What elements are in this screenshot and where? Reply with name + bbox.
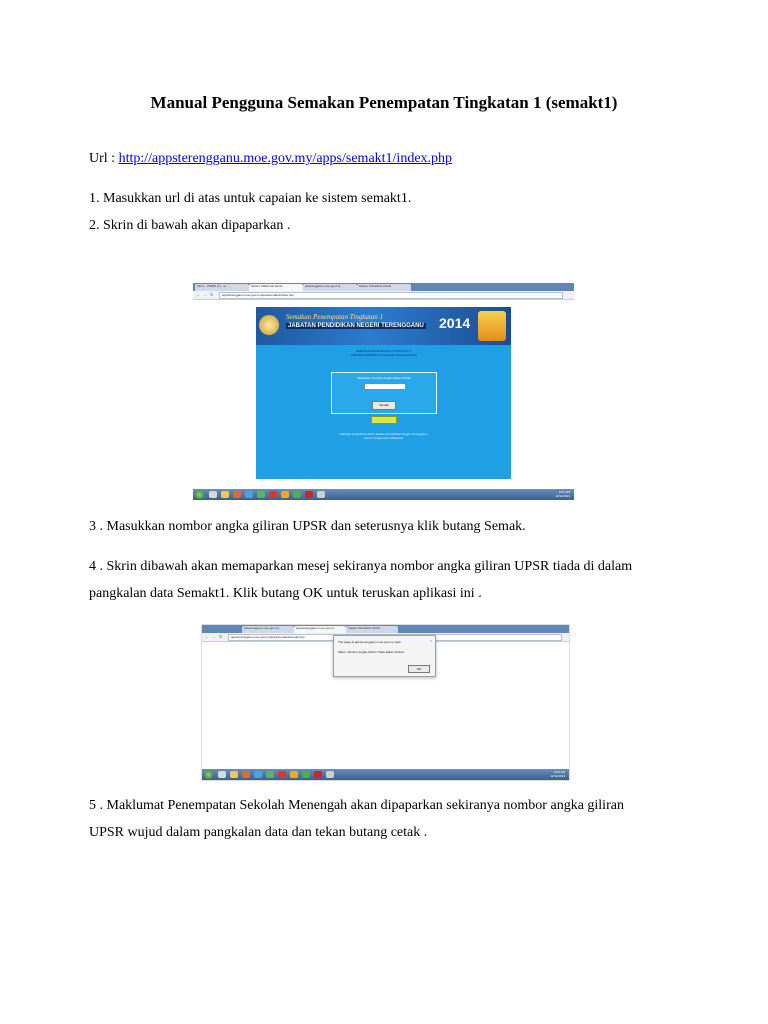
form-heading — [256, 349, 511, 357]
ie-icon[interactable] — [209, 491, 217, 498]
browser-tab[interactable]: Sistem Kehadiran Murid — [346, 626, 398, 633]
browser-tab-active[interactable]: appsterengganu.moe.gov.my — [294, 626, 346, 633]
step-4-continued: pangkalan data Semakt1. Klik butang OK untuk teruskan aplikasi ini . — [89, 586, 482, 601]
step-3: 3 . Masukkan nombor angka giliran UPSR dan seterusnya klik butang Semak. — [89, 519, 526, 534]
clock-time: 9:01 AM — [558, 490, 570, 494]
address-bar[interactable]: appsterengganu.moe.gov.my/apps/semakt1/index.php — [219, 292, 563, 299]
banner-subtitle: JABATAN PENDIDIKAN NEGERI TERENGGANU — [288, 323, 424, 329]
reload-icon[interactable]: ↻ — [219, 634, 223, 639]
taskbar-clock — [550, 770, 565, 778]
browser-tab-active[interactable]: Sistem Maklumat Murid — [249, 284, 303, 291]
footer-line-1: Hakcipta Terpelihara 2014 Jabatan Pendidikan Negeri Terengganu — [339, 432, 428, 436]
chrome-icon[interactable] — [302, 771, 310, 778]
semak-button[interactable]: Semak — [372, 401, 396, 410]
step-5: 5 . Maklumat Penempatan Sekolah Menengah akan dipaparkan sekiranya nombor angka giliran — [89, 798, 624, 813]
windows-taskbar — [202, 769, 569, 780]
ok-button[interactable]: OK — [408, 665, 430, 673]
clock-date: 12/11/2013 — [555, 494, 570, 498]
form-heading-1: SEMAKAN PENEMPATAN TINGKATAN 1 — [355, 349, 412, 353]
media-player-icon[interactable] — [233, 491, 241, 498]
step-1: 1. Masukkan url di atas untuk capaian ke sistem semakt1. — [89, 191, 412, 206]
banner-title: Semakan Penempatan Tingkatan 1 — [286, 313, 384, 321]
clock-time: 9:03 AM — [553, 770, 565, 774]
back-icon[interactable]: ← — [205, 634, 209, 639]
taskbar-clock — [555, 490, 570, 498]
page-footer — [256, 432, 511, 440]
footer-line-2: Sektor Pengurusan Maklumat — [363, 436, 404, 440]
banner-year: 2014 — [439, 315, 471, 331]
address-bar[interactable]: appsterengganu.moe.gov.my/apps/semakt1/semak.php — [228, 634, 562, 641]
reload-icon[interactable]: ↻ — [210, 292, 214, 297]
browser-tab[interactable]: Inbox - ITEMS (1) - sc — [195, 284, 249, 291]
angka-giliran-input[interactable] — [364, 383, 406, 390]
start-button-icon[interactable] — [204, 770, 213, 779]
opera-icon[interactable] — [269, 491, 277, 498]
start-button-icon[interactable] — [195, 490, 204, 499]
input-label: Masukkan Nombor Angka Giliran UPSR — [357, 376, 411, 380]
search-form — [331, 372, 437, 414]
dialog-title: The page at appsterengganu.moe.gov.my says: — [338, 640, 402, 644]
media-player-icon[interactable] — [242, 771, 250, 778]
folder-icon[interactable] — [221, 491, 229, 498]
counter-badge — [371, 416, 397, 424]
page-title: Manual Pengguna Semakan Penempatan Tingkatan 1 (semakt1) — [150, 93, 618, 112]
ie-icon[interactable] — [218, 771, 226, 778]
skype-icon[interactable] — [257, 491, 265, 498]
step-5-continued: UPSR wujud dalam pangkalan data dan tekan butang cetak . — [89, 825, 428, 840]
header-banner — [256, 307, 511, 345]
folder-icon[interactable] — [230, 771, 238, 778]
windows-taskbar — [193, 489, 574, 500]
firefox-icon[interactable] — [290, 771, 298, 778]
forward-icon[interactable]: → — [212, 634, 216, 639]
browser-tab-strip — [193, 283, 574, 291]
browser-toolbar — [193, 291, 574, 300]
dialog-message: Maaf - Nombor Angka Giliran Tiada Dalam Rekod — [338, 650, 404, 654]
forward-icon[interactable]: → — [203, 292, 207, 297]
alert-dialog — [333, 635, 436, 677]
close-icon[interactable]: × — [429, 638, 432, 643]
skype-icon[interactable] — [266, 771, 274, 778]
browser-tab[interactable]: pkterengganu.moe.gov.my — [303, 284, 357, 291]
back-icon[interactable]: ← — [196, 292, 200, 297]
url-link[interactable]: http://appsterengganu.moe.gov.my/apps/semakt1/index.php — [118, 151, 453, 166]
url-line — [89, 151, 452, 167]
firefox-icon[interactable] — [281, 491, 289, 498]
browser-tab[interactable]: pkterengganu.moe.gov.my — [242, 626, 294, 633]
mascot-icon — [478, 311, 506, 341]
opera-icon[interactable] — [278, 771, 286, 778]
mozilla-icon[interactable] — [254, 771, 262, 778]
step-4: 4 . Skrin dibawah akan memaparkan mesej sekiranya nombor angka giliran UPSR tiada di dalam — [89, 559, 633, 574]
acrobat-icon[interactable] — [314, 771, 322, 778]
crest-icon — [259, 315, 279, 335]
clock-date: 12/11/2013 — [550, 774, 565, 778]
chrome-icon[interactable] — [293, 491, 301, 498]
form-heading-2: JABATAN PENDIDIKAN NEGERI TERENGGANU — [350, 353, 417, 357]
browser-tab-strip — [202, 625, 569, 633]
screenshot-error-dialog — [201, 624, 570, 781]
app-icon[interactable] — [326, 771, 334, 778]
url-label: Url : — [89, 151, 119, 166]
acrobat-icon[interactable] — [305, 491, 313, 498]
screenshot-login-page — [193, 283, 574, 500]
app-icon[interactable] — [317, 491, 325, 498]
browser-tab[interactable]: Sistem Kehadiran Murid — [357, 284, 411, 291]
mozilla-icon[interactable] — [245, 491, 253, 498]
step-2: 2. Skrin di bawah akan dipaparkan . — [89, 218, 291, 233]
